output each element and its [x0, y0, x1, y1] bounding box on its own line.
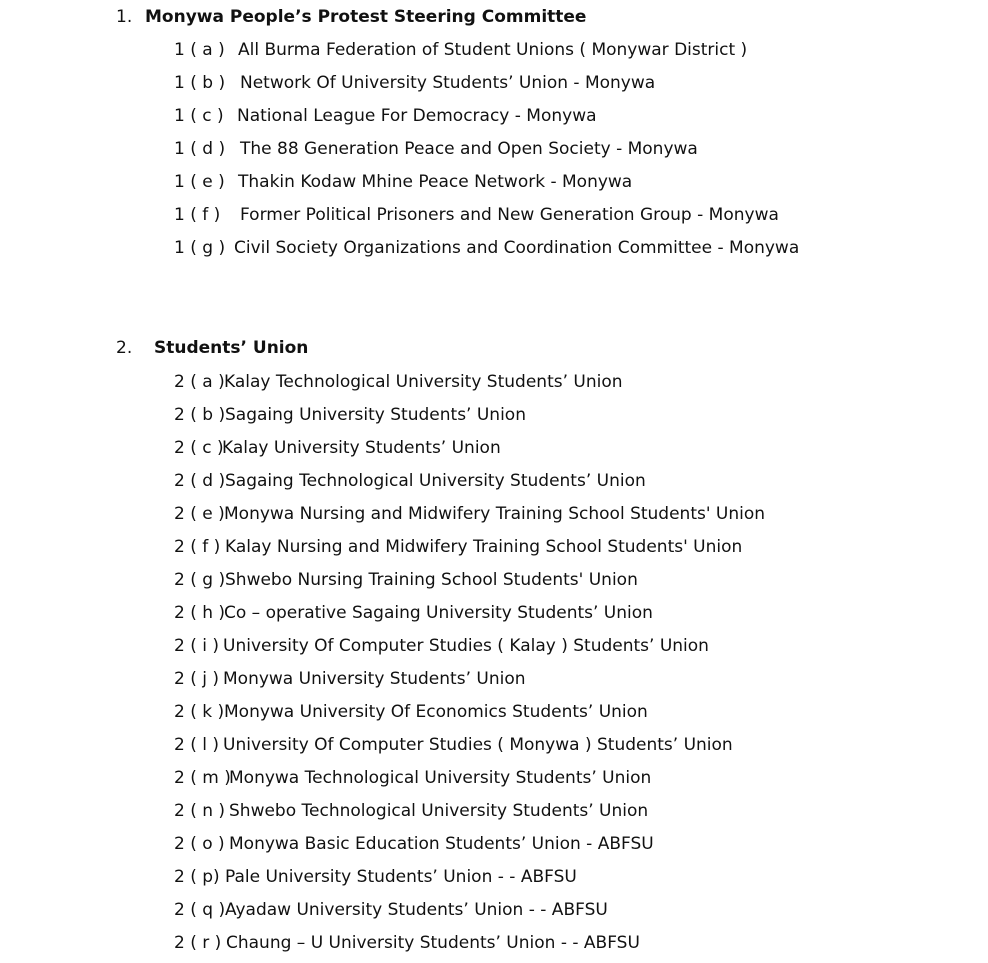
list-item-text: Monywa University Students’ Union: [223, 669, 526, 689]
list-item-label: 2 ( m ): [174, 768, 231, 788]
list-item: [174, 801, 648, 821]
list-item-label: 2 ( q ): [174, 900, 226, 920]
list-item: [174, 504, 765, 524]
list-item-label: 2 ( h ): [174, 603, 226, 623]
list-item-label: 2 ( j ): [174, 669, 220, 689]
list-item-label: 2 ( c ): [174, 438, 224, 458]
list-item-label: 2 ( o ): [174, 834, 225, 854]
list-item-label: 2 ( b ): [174, 405, 226, 425]
list-item-label: 1 ( f ): [174, 205, 221, 225]
list-item: [174, 106, 597, 126]
list-item-text: Shwebo Nursing Training School Students' Union: [225, 570, 638, 590]
list-item-label: 1 ( g ): [174, 238, 226, 258]
list-item-label: 2 ( d ): [174, 471, 226, 491]
list-item: [174, 471, 646, 491]
list-item-text: Monywa Technological University Students’ Union: [229, 768, 652, 788]
list-item: [174, 73, 655, 93]
list-item: [174, 238, 799, 258]
list-item-text: University Of Computer Studies ( Kalay ) Students’ Union: [223, 636, 709, 656]
list-item-text: The 88 Generation Peace and Open Society - Monywa: [240, 139, 698, 159]
list-item: [174, 172, 632, 192]
list-item: [174, 205, 779, 225]
list-item-text: Shwebo Technological University Students’ Union: [229, 801, 649, 821]
list-item: [174, 768, 651, 788]
section-1-number: 1.: [116, 7, 133, 27]
list-item-text: Network Of University Students’ Union - Monywa: [240, 73, 656, 93]
section-2-number: 2.: [116, 338, 133, 358]
list-item: [174, 139, 698, 159]
list-item: [174, 669, 526, 689]
list-item: [174, 867, 577, 887]
list-item-label: 2 ( g ): [174, 570, 226, 590]
list-item-text: All Burma Federation of Student Unions ( Monywar District ): [238, 40, 748, 60]
section-2-heading: [0, 338, 988, 358]
list-item-text: Thakin Kodaw Mhine Peace Network - Monywa: [238, 172, 633, 192]
list-item: [174, 933, 640, 953]
list-item: [174, 636, 709, 656]
list-item: [174, 702, 648, 722]
list-item-label: 2 ( f ): [174, 537, 221, 557]
list-item: [174, 735, 733, 755]
section-1-title: Monywa People’s Protest Steering Committee: [145, 7, 587, 27]
list-item-text: Kalay Technological University Students’ Union: [224, 372, 623, 392]
list-item-label: 1 ( b ): [174, 73, 226, 93]
list-item-text: Monywa Nursing and Midwifery Training School Students' Union: [224, 504, 766, 524]
list-item: [174, 372, 623, 392]
list-item: [174, 537, 742, 557]
list-item-label: 1 ( c ): [174, 106, 224, 126]
list-item-text: University Of Computer Studies ( Monywa ) Students’ Union: [223, 735, 733, 755]
list-item: [174, 570, 638, 590]
list-item-text: Sagaing University Students’ Union: [225, 405, 526, 425]
list-item-text: Pale University Students’ Union - - ABFSU: [225, 867, 577, 887]
list-item-label: 2 ( n ): [174, 801, 226, 821]
list-item-text: Monywa University Of Economics Students’ Union: [224, 702, 648, 722]
list-item: [174, 40, 747, 60]
list-item-label: 2 ( i ): [174, 636, 220, 656]
list-item-label: 2 ( k ): [174, 702, 225, 722]
list-item-label: 1 ( e ): [174, 172, 225, 192]
list-item-label: 2 ( e ): [174, 504, 225, 524]
list-item: [174, 438, 501, 458]
list-item: [174, 603, 653, 623]
list-item-text: Sagaing Technological University Students’ Union: [225, 471, 646, 491]
list-item-label: 2 ( r ): [174, 933, 222, 953]
list-item-text: National League For Democracy - Monywa: [237, 106, 597, 126]
list-item-label: 2 ( l ): [174, 735, 220, 755]
list-item-text: Civil Society Organizations and Coordination Committee - Monywa: [234, 238, 800, 258]
list-item: [174, 834, 654, 854]
list-item-text: Kalay University Students’ Union: [222, 438, 501, 458]
list-item-label: 2 ( a ): [174, 372, 225, 392]
list-item-label: 2 ( p): [174, 867, 220, 887]
list-item-text: Ayadaw University Students’ Union - - ABFSU: [225, 900, 608, 920]
list-item-label: 1 ( d ): [174, 139, 226, 159]
list-item-text: Former Political Prisoners and New Generation Group - Monywa: [240, 205, 779, 225]
list-item: [174, 405, 526, 425]
section-1-heading: [0, 7, 988, 27]
list-item-text: Chaung – U University Students’ Union - - ABFSU: [226, 933, 640, 953]
list-item-label: 1 ( a ): [174, 40, 225, 60]
section-2-title: Students’ Union: [154, 338, 309, 358]
list-item-text: Co – operative Sagaing University Students’ Union: [224, 603, 653, 623]
list-item-text: Kalay Nursing and Midwifery Training School Students' Union: [225, 537, 743, 557]
list-item-text: Monywa Basic Education Students’ Union - ABFSU: [229, 834, 654, 854]
list-item: [174, 900, 608, 920]
